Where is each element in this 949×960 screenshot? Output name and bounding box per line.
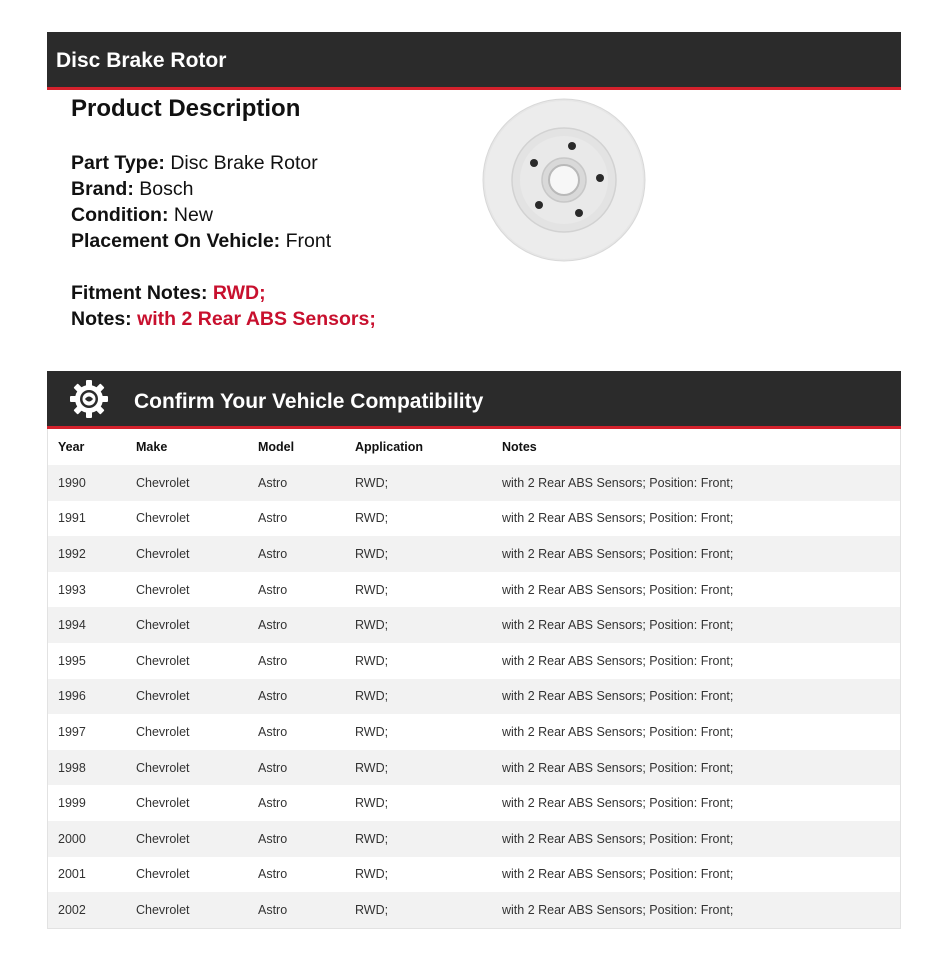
- column-notes: Notes: [502, 440, 537, 454]
- gear-car-icon: [69, 379, 109, 419]
- table-row: 1998 Chevrolet Astro RWD; with 2 Rear ABS Sensors; Position: Front;: [48, 750, 900, 786]
- table-row: 1993 Chevrolet Astro RWD; with 2 Rear ABS Sensors; Position: Front;: [48, 572, 900, 608]
- table-row: 1994 Chevrolet Astro RWD; with 2 Rear ABS Sensors; Position: Front;: [48, 607, 900, 643]
- column-make: Make: [136, 440, 168, 454]
- table-row: 2002 Chevrolet Astro RWD; with 2 Rear ABS Sensors; Position: Front;: [48, 892, 900, 928]
- table-row: 1996 Chevrolet Astro RWD; with 2 Rear ABS Sensors; Position: Front;: [48, 679, 900, 715]
- fitment-notes: [71, 280, 376, 332]
- spec-condition: Condition: New: [71, 204, 213, 226]
- product-header: [47, 32, 901, 90]
- notes-row: Notes: with 2 Rear ABS Sensors;: [71, 308, 376, 330]
- table-row: 2001 Chevrolet Astro RWD; with 2 Rear ABS Sensors; Position: Front;: [48, 857, 900, 893]
- spec-brand: Brand: Bosch: [71, 178, 194, 200]
- table-row: 1991 Chevrolet Astro RWD; with 2 Rear ABS Sensors; Position: Front;: [48, 501, 900, 537]
- column-year: Year: [58, 440, 85, 454]
- description-section: [71, 95, 300, 123]
- fitment-row: Fitment Notes: RWD;: [71, 282, 266, 304]
- description-heading: Product Description: [71, 95, 301, 122]
- spec-part-type: Part Type: Disc Brake Rotor: [71, 152, 318, 174]
- compatibility-header: [47, 371, 901, 429]
- table-row: 1995 Chevrolet Astro RWD; with 2 Rear ABS Sensors; Position: Front;: [48, 643, 900, 679]
- spec-placement: Placement On Vehicle: Front: [71, 230, 332, 252]
- compatibility-table: [47, 429, 901, 929]
- table-row: 1992 Chevrolet Astro RWD; with 2 Rear ABS Sensors; Position: Front;: [48, 536, 900, 572]
- product-title: Disc Brake Rotor: [56, 49, 227, 72]
- column-application: Application: [355, 440, 424, 454]
- table-row: 1990 Chevrolet Astro RWD; with 2 Rear ABS Sensors; Position: Front;: [48, 465, 900, 501]
- table-header-row: [48, 429, 900, 465]
- column-model: Model: [258, 440, 295, 454]
- table-row: 1997 Chevrolet Astro RWD; with 2 Rear ABS Sensors; Position: Front;: [48, 714, 900, 750]
- rotor-image: [482, 98, 647, 263]
- compatibility-title: Confirm Your Vehicle Compatibility: [134, 390, 484, 413]
- table-row: 2000 Chevrolet Astro RWD; with 2 Rear ABS Sensors; Position: Front;: [48, 821, 900, 857]
- spec-list: [71, 150, 331, 254]
- table-row: 1999 Chevrolet Astro RWD; with 2 Rear ABS Sensors; Position: Front;: [48, 785, 900, 821]
